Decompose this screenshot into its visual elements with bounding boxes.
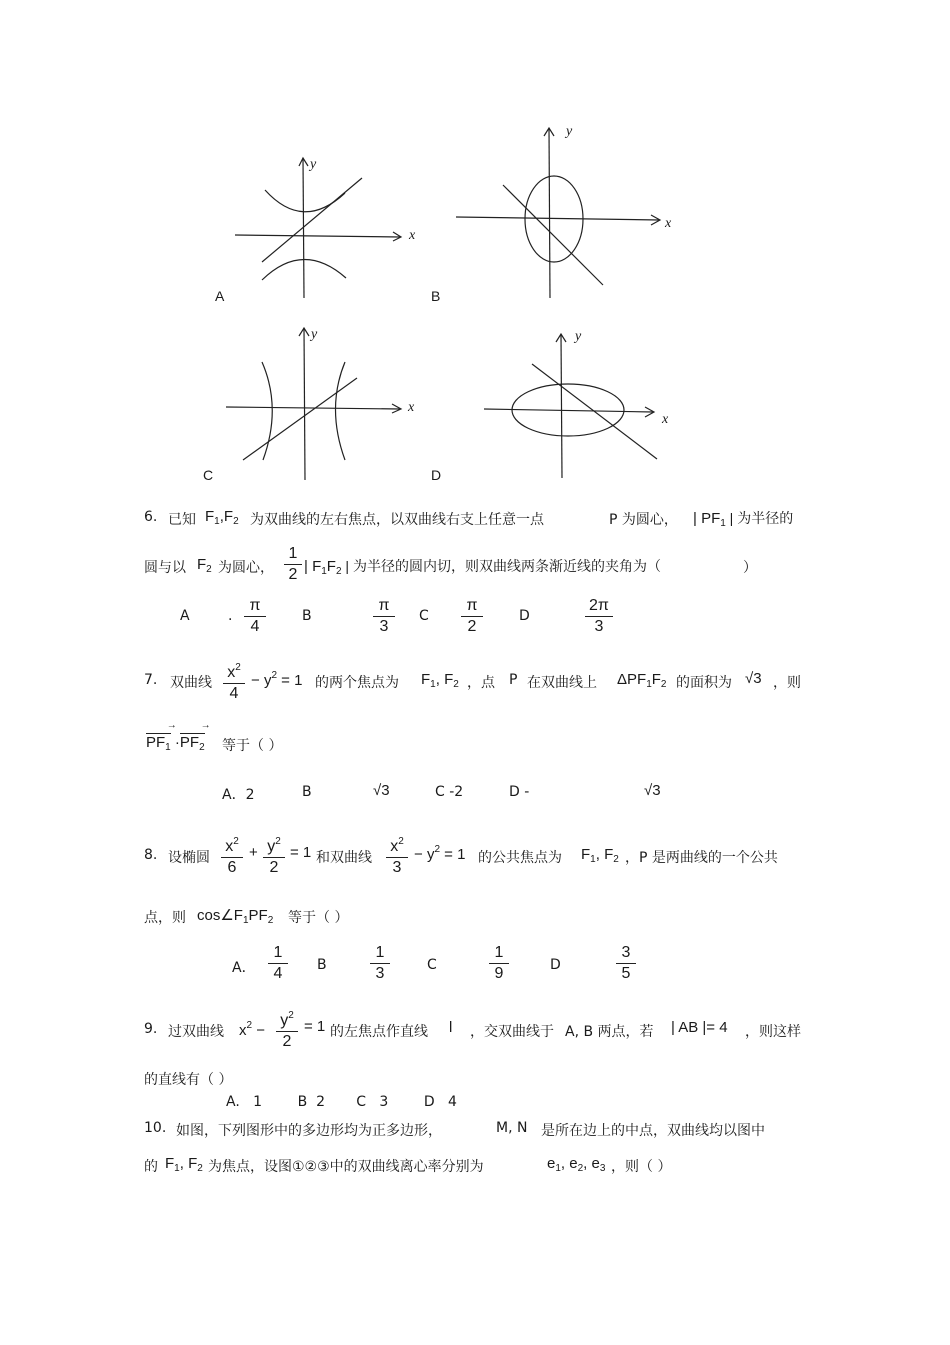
q6-option-a-label: A xyxy=(180,608,190,624)
q7-text-b: 的两个焦点为 xyxy=(315,675,399,691)
q6-text-p: P 为圆心， xyxy=(609,512,678,528)
q10-text-d: 为焦点，设图①②③中的双曲线离心率分别为 xyxy=(208,1159,484,1175)
q8-option-b-value: $\frac{1}{3}$ xyxy=(370,943,390,984)
q6-option-c-value: $\frac{\pi}{2}$ xyxy=(461,596,483,637)
q6-text-b: 为双曲线的左右焦点，以双曲线右支上任意一点 xyxy=(250,512,544,528)
q10-foci: $F_1$, $F_2$ xyxy=(165,1155,203,1174)
figure-d-label: D xyxy=(431,467,442,483)
q10-eccentricities: $e_1$, $e_2$, $e_3$ xyxy=(547,1155,606,1174)
q8-text-c: 的公共焦点为 xyxy=(478,850,562,866)
q7-text-d: 在双曲线上 xyxy=(527,675,597,691)
q6-number: 6. xyxy=(144,509,158,525)
figure-a-x-label: x xyxy=(409,228,416,243)
q9-line-l: l xyxy=(449,1019,453,1036)
q7-option-d-label: D - xyxy=(509,784,530,800)
q9-eq1: = 1 xyxy=(304,1018,326,1035)
q7-sqrt3: √3 xyxy=(745,670,762,687)
q8-text-d: ，P 是两曲线的一个公共 xyxy=(625,850,778,866)
q8-number: 8. xyxy=(144,847,158,863)
q9-text-e: 的直线有（ ） xyxy=(144,1072,233,1088)
q6-text-d: 为圆心， xyxy=(218,560,274,576)
q8-plus: + xyxy=(249,844,258,861)
q6-option-d-value: $\frac{2\pi}{3}$ xyxy=(585,596,613,637)
q8-text-f: 等于（ ） xyxy=(288,910,349,926)
q10-number: 10. xyxy=(144,1120,167,1136)
q7-option-b-value: √3 xyxy=(373,782,390,799)
q7-p: P xyxy=(509,672,518,688)
figure-a-y-label: y xyxy=(310,157,317,172)
q10-text-c: 的 xyxy=(144,1159,158,1175)
q6-option-a-value: $\frac{\pi}{4}$ xyxy=(244,596,266,637)
q6-text-c: 圆与以 xyxy=(144,560,186,576)
q10-mn: M, N xyxy=(496,1120,528,1136)
q8-eq1a: = 1 xyxy=(290,844,312,861)
q8-hyperbola-rest: − $y^2 = 1$ xyxy=(414,844,466,863)
q8-text-a: 设椭圆 xyxy=(168,850,210,866)
q7-x-fraction: $\frac{x^2}{4}$ xyxy=(223,658,245,704)
q9-text-ab: A, B 两点，若 xyxy=(565,1024,654,1040)
figure-b-graph xyxy=(456,128,660,298)
q6-text-a: 已知 xyxy=(168,512,196,528)
q8-option-d-label: D xyxy=(550,957,561,973)
q7-text-g: 等于（ ） xyxy=(222,738,283,754)
q8-hyperbola-fraction: $\frac{x^2}{3}$ xyxy=(386,832,408,878)
figure-c-x-label: x xyxy=(408,400,415,415)
q9-text-b: 的左焦点作直线 xyxy=(330,1024,428,1040)
q7-text-c: ，点 xyxy=(467,675,495,691)
q6-half-fraction: $\frac{1}{2}$ xyxy=(284,544,302,585)
figure-a-label: A xyxy=(215,288,225,304)
q6-pf1: | $PF_1$ | 为半径的 xyxy=(693,510,794,529)
figure-b-x-label: x xyxy=(665,216,672,231)
q7-equation-rest: − $y^2 = 1$ xyxy=(251,670,303,689)
q6-f2: $F_2$ xyxy=(197,556,212,575)
figure-c-label: C xyxy=(203,467,214,483)
q8-foci: $F_1$, $F_2$ xyxy=(581,846,619,865)
q9-y-fraction: $\frac{y^2}{2}$ xyxy=(276,1006,298,1052)
q7-foci: $F_1$, $F_2$ xyxy=(421,671,459,690)
q8-text-b: 和双曲线 xyxy=(316,850,372,866)
q9-text-c: ，交双曲线于 xyxy=(470,1024,554,1040)
figure-a-graph xyxy=(235,158,401,298)
q8-cos: $\cos\angle F_1PF_2$ xyxy=(197,907,274,926)
q10-text-b: 是所在边上的中点，双曲线均以图中 xyxy=(541,1123,765,1139)
figure-b-y-label: y xyxy=(566,124,573,139)
q9-number: 9. xyxy=(144,1021,158,1037)
figure-b-label: B xyxy=(431,288,441,304)
q6-option-b-value: $\frac{\pi}{3}$ xyxy=(373,596,395,637)
q7-option-b-label: B xyxy=(302,784,312,800)
q9-options: A. 1 B 2 C 3 D 4 xyxy=(226,1094,457,1110)
q6-foci: $F_1,F_2$ xyxy=(205,508,239,527)
q6-option-d-label: D xyxy=(519,608,530,624)
q6-option-b-label: B xyxy=(302,608,312,624)
figure-c-y-label: y xyxy=(311,327,318,342)
q8-option-c-label: C xyxy=(427,957,437,973)
q8-text-e: 点，则 xyxy=(144,910,186,926)
q7-text-f: ，则 xyxy=(773,675,801,691)
q10-text-e: ，则（ ） xyxy=(611,1159,672,1175)
q10-text-a: 如图，下列图形中的多边形均为正多边形， xyxy=(176,1123,442,1139)
q7-option-a: A．2 xyxy=(222,787,255,803)
q8-y-fraction: $\frac{y^2}{2}$ xyxy=(263,832,285,878)
q8-option-d-value: $\frac{3}{5}$ xyxy=(616,943,636,984)
q6-option-c-label: C xyxy=(419,608,429,624)
q7-triangle: $\Delta PF_1F_2$ xyxy=(617,671,667,690)
q6-paren-close: ） xyxy=(743,560,757,576)
q7-number: 7. xyxy=(144,672,158,688)
q9-x2: $x^2$ − xyxy=(239,1020,265,1039)
q8-option-c-value: $\frac{1}{9}$ xyxy=(489,943,509,984)
figure-c-graph xyxy=(226,328,401,480)
q8-option-b-label: B xyxy=(317,957,327,973)
q7-option-d-value: √3 xyxy=(644,782,661,799)
q7-vector-product: $PF_1 \to \cdot PF_2$ → xyxy=(146,734,205,753)
figure-d-y-label: y xyxy=(575,329,582,344)
q9-text-d: ，则这样 xyxy=(745,1024,801,1040)
q8-option-a-value: $\frac{1}{4}$ xyxy=(268,943,288,984)
q9-ab-length: | AB |= 4 xyxy=(671,1019,728,1036)
q7-text-e: 的面积为 xyxy=(676,675,732,691)
figure-d-graph xyxy=(484,334,657,478)
q9-text-a: 过双曲线 xyxy=(168,1024,224,1040)
q7-text-a: 双曲线 xyxy=(170,675,212,691)
q8-option-a-label: A． xyxy=(232,960,256,976)
q6-option-a-dot: . xyxy=(228,608,233,624)
figure-d-x-label: x xyxy=(662,412,669,427)
q8-x-fraction: $\frac{x^2}{6}$ xyxy=(221,832,243,878)
q6-f1f2: | $F_1F_2$ | 为半径的圆内切，则双曲线两条渐近线的夹角为（ xyxy=(304,558,661,577)
q7-option-c: C -2 xyxy=(435,784,464,800)
